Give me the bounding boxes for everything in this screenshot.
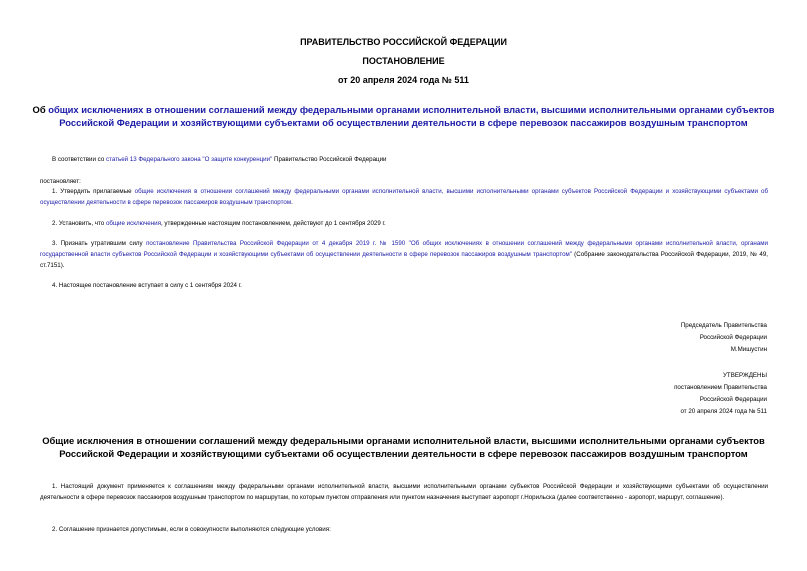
approved-block [674, 370, 767, 418]
approved-date: от 20 апреля 2024 года № 511 [680, 408, 767, 415]
signature-country: Российской Федерации [699, 334, 767, 341]
item-2-link[interactable]: общие исключения [105, 220, 161, 227]
approved-country: Российской Федерации [699, 396, 767, 403]
section-title-line-2: Российской Федерации и хозяйствующими субъектами об осуществлении деятельности в сфере перевозок пассажиров воздушным транспортом [59, 448, 748, 459]
section-item-2-text: 2. Соглашение признается допустимым, если в совокупности выполняются следующие условия: [52, 526, 331, 533]
approved-by: постановлением Правительства [674, 384, 767, 391]
decree-word: постановляет: [40, 178, 81, 185]
title-link-part-1[interactable]: общих исключениях в отношении соглашений между федеральными органами исполнительной власти, высшими исполнительными органами субъектов [48, 104, 775, 115]
item-2 [40, 218, 768, 229]
item-1-end: . [291, 199, 293, 206]
preamble [52, 154, 387, 165]
item-4-text: 4. Настоящее постановление вступает в силу с 1 сентября 2024 г. [52, 282, 242, 289]
item-3 [40, 238, 768, 271]
title-prefix: Об [32, 104, 49, 115]
item-3-link[interactable]: постановление Правительства Российской Федерации от 4 декабря 2019 г. № 1590 "Об общих исключениях в отношении соглашений между федеральными органами исполнительной власти, органами государственной власти субъектов Российской Федерации и хозяйствующими субъектами об осуществлении деятельности в сфере перевозок пассажиров воздушным транспортом" [40, 240, 768, 258]
preamble-text-2: Правительство Российской Федерации [272, 156, 387, 163]
title-link-part-2[interactable]: Российской Федерации и хозяйствующими субъектами об осуществлении деятельности в сфере перевозок пассажиров воздушным транспортом [59, 117, 748, 128]
item-3-text: 3. Признать утратившим силу [52, 240, 147, 247]
preamble-link[interactable]: статьей 13 Федерального закона "О защите конкуренции" [105, 156, 273, 163]
item-2-text: 2. Установить, что [52, 220, 106, 227]
section-title [0, 434, 807, 460]
item-1-link[interactable]: общие исключения в отношении соглашений между федеральными органами исполнительной власти, высшими исполнительными органами субъектов Российской Федерации и хозяйствующими субъектами об осуществлении деятельности в сфере перевозок пассажиров воздушным транспортом [40, 188, 769, 206]
item-2-end: , утвержденные настоящим постановлением, действуют до 1 сентября 2029 г. [160, 220, 386, 227]
signature-block [681, 320, 767, 356]
item-1-text: 1. Утвердить прилагаемые [52, 188, 135, 195]
government-heading: ПРАВИТЕЛЬСТВО РОССИЙСКОЙ ФЕДЕРАЦИИ [300, 37, 507, 47]
preamble-text-1: В соответствии со [52, 156, 106, 163]
document-type: ПОСТАНОВЛЕНИЕ [362, 56, 445, 66]
title-line-1 [0, 103, 807, 116]
document-date-number: от 20 апреля 2024 года № 511 [338, 75, 469, 85]
signature-name: М.Мишустин [730, 346, 767, 353]
item-3-end: (Собрание законодательства Российской Федерации, 2019, № 49, ст.7151). [40, 251, 768, 269]
item-1 [40, 186, 768, 208]
section-item-2 [40, 524, 768, 535]
document-title [0, 103, 807, 129]
section-item-1-text: 1. Настоящий документ применяется к соглашениям между федеральными органами исполнительной власти, высшими исполнительными органами субъектов Российской Федерации и хозяйствующими субъектами об осуществлении деятельности в сфере перевозок пассажиров воздушным транспортом по маршрутам, по которым пунктом отправления или пунктом назначения выступает аэропорт г.Норильска (далее соответственно - аэропорт, маршрут, соглашение). [40, 483, 768, 501]
approved-heading: УТВЕРЖДЕНЫ [723, 372, 767, 379]
item-4 [40, 280, 768, 291]
section-title-line-1: Общие исключения в отношении соглашений между федеральными органами исполнительной власти, высшими исполнительными органами субъектов [42, 435, 765, 446]
section-item-1 [40, 481, 768, 503]
signature-position: Председатель Правительства [680, 322, 767, 329]
